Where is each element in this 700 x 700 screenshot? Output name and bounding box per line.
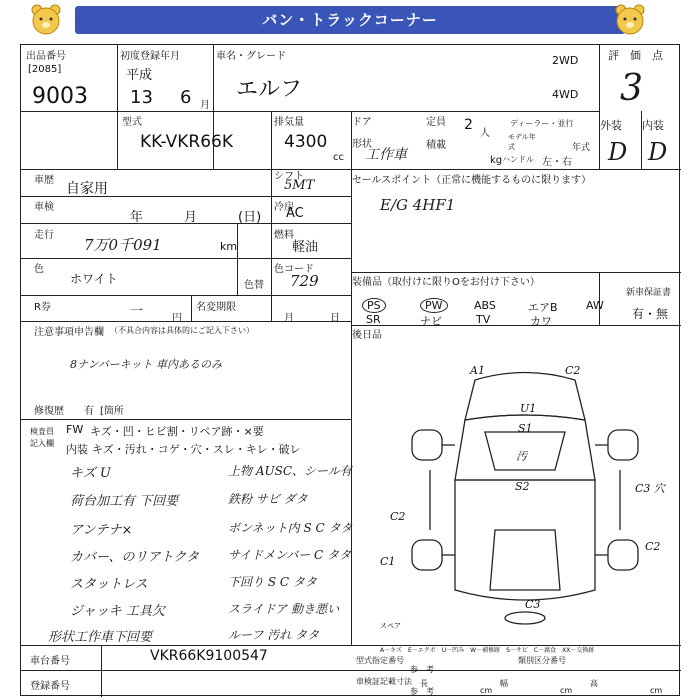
shift-value: 5MT [284,178,315,193]
mark-c1: C1 [380,555,396,568]
mileage-unit: km [220,240,238,253]
legend-fw-prefix: FW [66,423,84,436]
wheel-rear-left [412,540,442,570]
sales-point-text: E/G 4HF1 [380,196,456,214]
first-reg-year: 13 [130,87,153,108]
first-reg-month-unit: 月 [200,100,210,111]
capacity-unit: 人 [480,128,490,139]
repair-label: 修復歴 [34,406,64,417]
remark-1: キズ U [70,466,111,481]
damage-legend: A－キズ E－エクボ U－凹み W－補修跡 S－サビ C－腐食 XX－交換跡 [380,647,595,654]
warranty-value: 有・無 [632,307,669,321]
mark-s1: S1 [518,422,533,435]
equipment-navi: ナビ [420,315,442,328]
notes-text: 8ナンバーキット 車内あるのみ [70,358,222,371]
handle-label: ハンドル [502,155,534,164]
remark-right-6: スライドア 動き悪い [228,602,340,616]
mark-stain: 汚 [516,450,527,463]
model-label: 型式 [122,117,142,128]
fuel-value: 軽油 [292,240,319,255]
ref-label-1: 参 考 [410,665,434,674]
spare-tire [505,612,545,624]
lot-sub: [2085] [28,64,62,75]
remark-2: 荷台加工有 下回要 [70,494,179,509]
model-year-unit: 年式 [572,143,591,153]
model-designation-label: 型式指定番号 [356,656,404,665]
equipment-tv: TV [476,313,491,326]
displacement-label: 排気量 [274,117,304,128]
shape-value: 工作車 [365,147,407,163]
remark-right-3: ボンネット内 S C タタ [228,521,353,535]
handle-value: 左・右 [542,157,572,168]
category-label: 類別区分番号 [518,656,566,665]
equipment-label: 装備品（取付けに限りOをお付け下さい） [352,277,540,288]
recycle-label: R券 [34,302,51,313]
model-value: KK-VKR66K [140,132,234,152]
remark-6: ジャッキ 工具欠 [70,604,165,619]
banner [0,0,700,40]
ncpp-label: 名変期限 [196,302,236,313]
bed-outline [455,480,595,600]
equipment-ps: PS [362,298,386,313]
first-reg-label: 初度登録年月 [120,51,180,62]
wheel-rear-right [608,540,638,570]
mark-u1: U1 [520,402,537,415]
banner-title: バン・トラックコーナー [75,6,625,34]
inspection-day: (日) [238,210,262,225]
rear-window-outline [490,530,560,590]
load-label: 積載 [426,140,446,151]
equipment-pw: PW [420,298,448,313]
mark-c2-left: C2 [390,510,406,523]
notes-label: 注意事項申告欄 [34,327,104,338]
bear-mascot-icon [612,3,648,37]
first-reg-era: 平成 [126,68,153,83]
after-date-label: 後日品 [352,330,382,341]
capacity-value: 2 [464,117,473,133]
mark-c2-top: C2 [565,364,581,377]
lot-label: 出品番号 [26,51,66,62]
remark-right-2: 鉄粉 サビ ダタ [228,492,308,506]
grade-value: 3 [620,68,643,109]
color-code-label: 色コード [274,264,314,275]
spare-label: スペア [380,622,401,630]
exterior-value: D [608,138,628,166]
recycle-value: 一 [130,304,144,319]
ac-label: 冷房 [274,202,294,213]
interior-label: 内装 [642,119,664,132]
equipment-airbag: エアB [528,301,558,314]
mileage-label: 走行 [34,230,54,241]
ncpp-day: 日 [330,313,340,324]
equipment-abs: ABS [474,299,496,312]
model-year-label: モデル年式 [508,133,536,151]
load-unit: kg [490,155,503,166]
car-name: エルフ [236,77,303,102]
lot-number: 9003 [32,84,88,109]
size-label: 車検証記載寸法 [356,677,412,686]
remark-right-5: 下回り S C タタ [228,575,317,589]
size-long: 長 [420,679,428,688]
dealer-label: ディーラー・並行 [510,119,574,128]
mark-c3-bottom: C3 [525,598,541,611]
doors-label: ドア [352,117,372,128]
wheel-front-left [412,430,442,460]
chassis-label: 車台番号 [30,656,70,667]
inspector-label-2: 記入欄 [30,439,54,448]
drive-2wd: 2WD [552,54,579,67]
ncpp-month: 月 [284,313,294,324]
sales-point-label: セールスポイント（正常に機能するものに限ります） [352,175,592,186]
remark-4: カバー、のリアトクタ [70,550,199,565]
color-label: 色 [34,264,44,275]
recycle-unit: 円 [172,313,182,324]
mark-s2: S2 [515,480,530,493]
chassis-value: VKR66K9100547 [150,648,268,664]
repair-value: 有 [84,406,94,417]
inspection-year: 年 [130,210,144,225]
notes-sub: （不具合内容は具体的にご記入下さい） [110,326,254,335]
bear-mascot-icon [28,3,64,37]
size-high-unit: cm [650,686,663,695]
legend-fw-items: キズ・凹・ヒビ割・リペア跡・×要 [90,425,264,438]
warranty-label: 新車保証書 [626,288,672,298]
legend-interior-prefix: 内装 [66,443,88,456]
remark-right-4: サイドメンバー C タタ [228,548,352,562]
history-value: 自家用 [66,181,108,197]
inspection-month: 月 [184,210,198,225]
repair-box: [箇所 [100,406,124,417]
interior-value: D [648,138,668,166]
mark-c2-right: C2 [645,540,661,553]
capacity-label: 定員 [426,117,446,128]
ac-value: AC [286,206,304,221]
remark-7: 形状工作車下回要 [48,630,153,645]
reg-label: 登録番号 [30,681,70,692]
equipment-aw: AW [586,299,604,312]
displacement-unit: cc [333,152,344,163]
exterior-label: 外装 [600,119,622,132]
shift-label: シフト [274,171,304,182]
wheel-front-right [608,430,638,460]
color-value: ホワイト [70,272,118,286]
equipment-sr: SR [366,313,381,326]
diagram-marks [380,364,667,611]
remark-right-1: 上物 AUSC、シール有 [228,464,352,478]
remark-5: スタットレス [70,577,148,592]
color-code-value: 729 [290,272,319,290]
displacement-value: 4300 [284,132,328,152]
drive-4wd: 4WD [552,88,579,101]
mileage-value: 7万0千091 [84,236,162,254]
mark-c3-hole: C3 穴 [635,482,665,495]
fuel-label: 燃料 [274,230,294,241]
car-label: 車名・グレード [216,51,286,62]
first-reg-month: 6 [180,87,192,108]
vehicle-damage-diagram [380,360,670,630]
legend-interior-items: キズ・汚れ・コゲ・穴・スレ・キレ・破レ [92,443,301,456]
history-label: 車歴 [34,175,54,186]
repaint-label: 色替 [244,280,264,291]
remark-3: アンテナ× [70,523,133,538]
equipment-leather: カワ [530,315,552,328]
inspector-label-1: 検査員 [30,427,54,436]
size-wide: 幅 [500,679,508,688]
size-wide-unit: cm [560,686,573,695]
shape-label: 形状 [352,139,372,150]
remark-right-7: ルーフ 汚れ タタ [228,628,320,642]
grade-label: 評 価 点 [608,49,663,62]
size-long-unit: cm [480,686,493,695]
inspection-label: 車検 [34,202,54,213]
ref-label-2: 参 考 [410,687,434,696]
mark-a1: A1 [470,364,485,377]
size-high: 高 [590,679,598,688]
